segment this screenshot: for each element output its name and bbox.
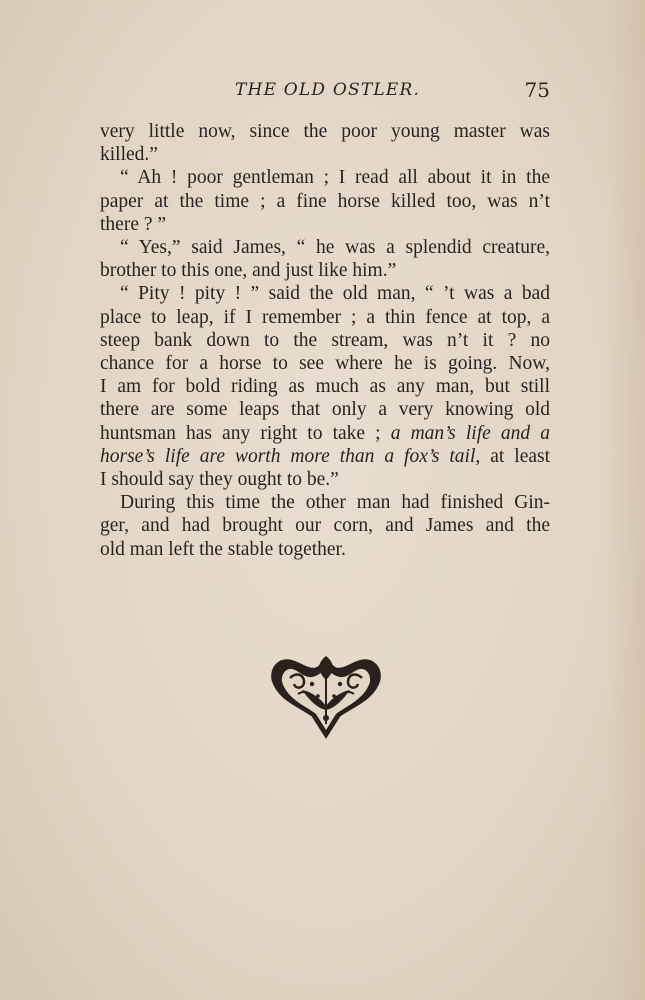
page-edge-shading [607,0,645,1000]
text-line: place to leap, if I remember ; a thin fence at top, a [100,306,550,328]
floral-tailpiece-ornament-icon [268,650,384,740]
text-line: killed.” [100,144,158,166]
text-line: steep bank down to the stream, was n’t it ? no [100,329,550,351]
text-line: very little now, since the poor young master was [100,121,550,142]
text-line: “ Ah ! poor gentleman ; I read all about it in the [120,167,550,189]
text-line: “ Pity ! pity ! ” said the old man, “ ’t was a bad [120,283,550,305]
running-header [100,80,550,106]
text-line: horse’s life are worth more than a fox’s tail, at least [100,445,551,467]
text-line: ger, and had brought our corn, and James and the [100,515,550,537]
text-line: brother to this one, and just like him.” [100,260,397,282]
text-line: huntsman has any right to take ; a man’s life and a [100,422,551,444]
italic-phrase: a man’s life and a [390,422,551,444]
running-title: THE OLD OSTLER. [235,80,421,100]
text-line: there are some leaps that only a very knowing old [100,399,550,421]
page-number: 75 [524,78,550,102]
text-line: “ Yes,” said James, “ he was a splendid creature, [120,237,550,259]
text-line: old man left the stable together. [100,538,346,560]
text-line: I should say they ought to be.” [100,469,339,491]
text-line: there ? ” [100,213,167,235]
text-line: paper at the time ; a fine horse killed too, was n’t [100,190,550,212]
text-line: chance for a horse to see where he is going. Now, [100,353,550,375]
text-line: During this time the other man had finished Gin- [120,492,550,514]
text-line: I am for bold riding as much as any man, but still [100,376,550,398]
italic-phrase: horse’s life are worth more than a fox’s tail, [100,445,481,467]
body-text [100,120,550,561]
